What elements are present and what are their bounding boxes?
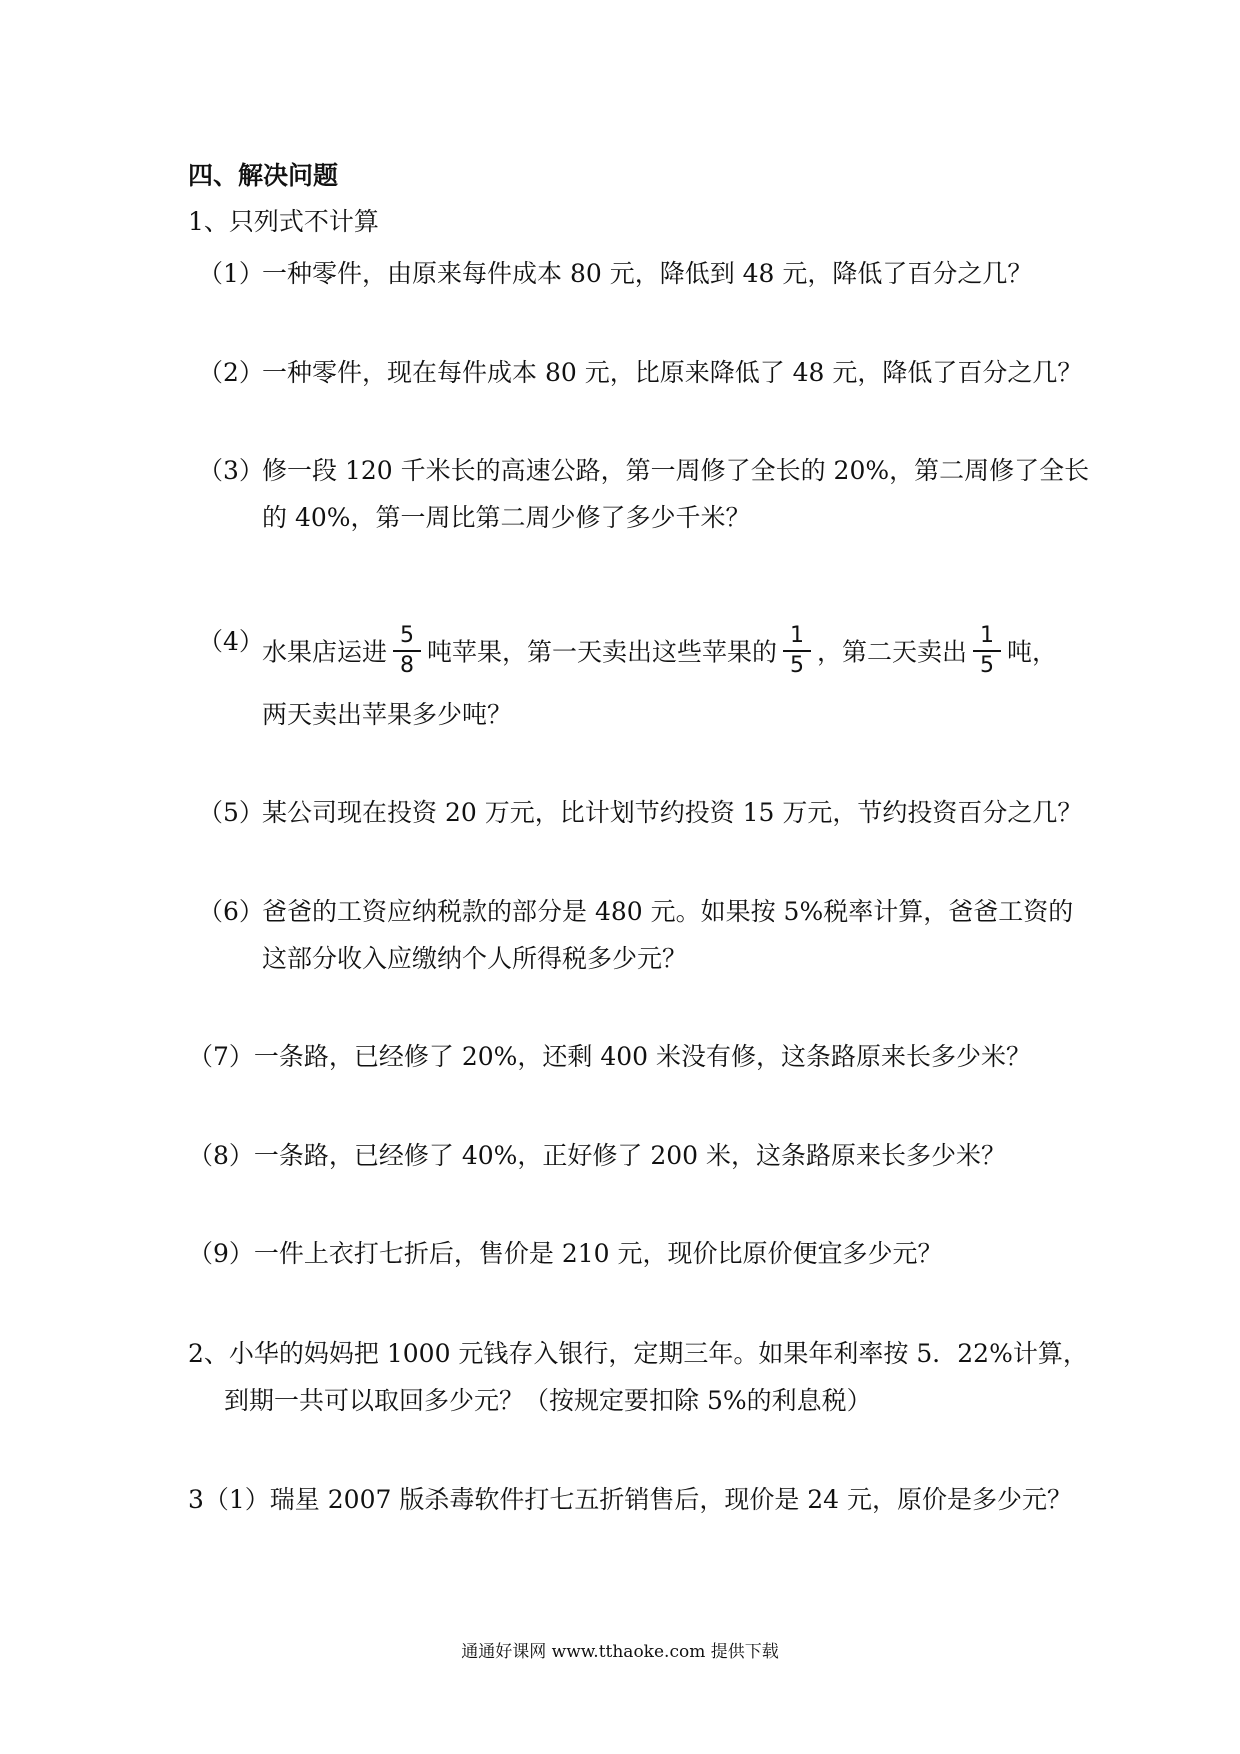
question-4-number: （4） xyxy=(198,627,264,656)
section-title: 四、解决问题 xyxy=(188,161,339,190)
question-2-text: 一种零件，现在每件成本 80 元，比原来降低了 48 元，降低了百分之几？ xyxy=(262,358,1083,387)
part2-line1: 2、小华的妈妈把 1000 元钱存入银行，定期三年。如果年利率按 5．22%计算， xyxy=(188,1339,1088,1368)
question-4-line2: 两天卖出苹果多少吨？ xyxy=(262,700,513,729)
question-4-seg4: 吨， xyxy=(1007,637,1058,667)
question-3-number: （3） xyxy=(198,456,264,485)
question-3-line2: 的 40%，第一周比第二周少修了多少千米？ xyxy=(262,503,751,532)
fraction-bar xyxy=(783,650,811,652)
fraction-denominator: 5 xyxy=(790,653,805,678)
question-4 xyxy=(198,626,264,658)
question-4-seg3: ，第二天卖出 xyxy=(817,637,968,667)
fraction-1-5-a xyxy=(783,623,811,679)
fraction-5-8 xyxy=(393,623,421,679)
fraction-numerator: 1 xyxy=(980,623,995,648)
question-4-seg1: 水果店运进 xyxy=(262,637,388,667)
question-6-line2: 这部分收入应缴纳个人所得税多少元？ xyxy=(262,944,688,973)
question-6-line1: 爸爸的工资应纳税款的部分是 480 元。如果按 5%税率计算，爸爸工资的 xyxy=(262,897,1074,926)
part2-line2: 到期一共可以取回多少元？（按规定要扣除 5%的利息税） xyxy=(224,1386,872,1415)
page-footer: 通通好课网 www.tthaoke.com 提供下载 xyxy=(461,1642,779,1662)
question-3-line1: 修一段 120 千米长的高速公路，第一周修了全长的 20%，第二周修了全长 xyxy=(262,456,1090,485)
question-5-number: （5） xyxy=(198,798,264,827)
fraction-bar xyxy=(393,650,421,652)
fraction-1-5-b xyxy=(973,623,1001,679)
question-1 xyxy=(198,258,264,290)
question-9-text: （9）一件上衣打七折后，售价是 210 元，现价比原价便宜多少元？ xyxy=(188,1239,943,1268)
question-1-text: 一种零件，由原来每件成本 80 元，降低到 48 元，降低了百分之几？ xyxy=(262,259,1033,288)
question-4-seg2: 吨苹果，第一天卖出这些苹果的 xyxy=(427,637,778,667)
question-5 xyxy=(198,797,264,829)
fraction-bar xyxy=(973,650,1001,652)
question-3 xyxy=(198,455,264,487)
question-7-text: （7）一条路，已经修了 20%，还剩 400 米没有修，这条路原来长多少米？ xyxy=(188,1042,1032,1071)
question-5-text: 某公司现在投资 20 万元，比计划节约投资 15 万元，节约投资百分之几？ xyxy=(262,798,1083,827)
part3-question-1: 3（1）瑞星 2007 版杀毒软件打七五折销售后，现价是 24 元，原价是多少元？ xyxy=(188,1485,1073,1514)
question-1-number: （1） xyxy=(198,259,264,288)
question-6-number: （6） xyxy=(198,897,264,926)
part1-title: 1、只列式不计算 xyxy=(188,207,379,236)
question-8-text: （8）一条路，已经修了 40%，正好修了 200 米，这条路原来长多少米？ xyxy=(188,1141,1007,1170)
fraction-numerator: 5 xyxy=(400,623,415,648)
question-2-number: （2） xyxy=(198,358,264,387)
fraction-denominator: 5 xyxy=(980,653,995,678)
fraction-numerator: 1 xyxy=(790,623,805,648)
fraction-denominator: 8 xyxy=(400,653,415,678)
question-4-line1 xyxy=(262,623,1058,682)
question-6 xyxy=(198,896,264,928)
question-2 xyxy=(198,357,264,389)
